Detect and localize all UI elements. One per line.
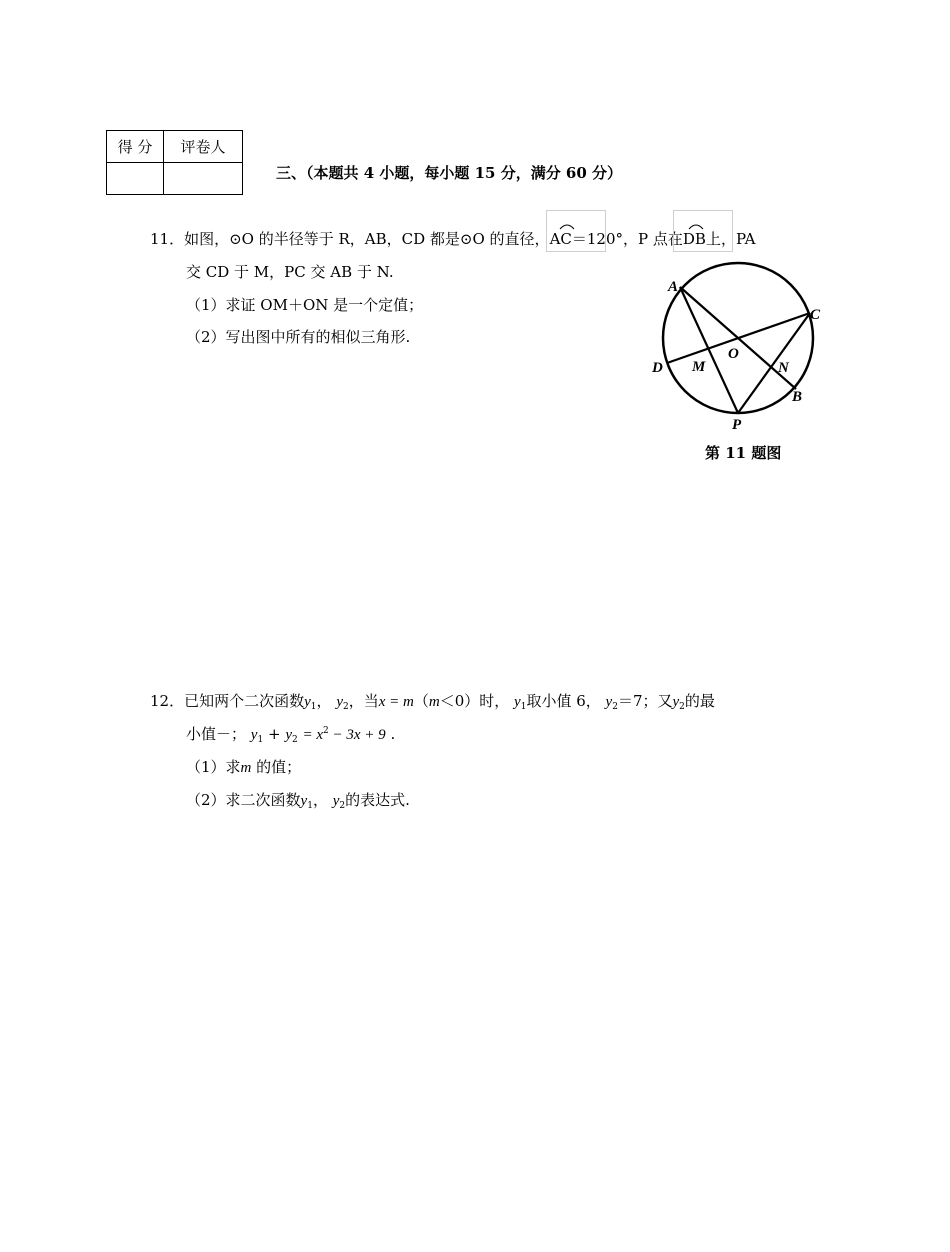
q12-part1: （1）求m 的值； (186, 758, 302, 776)
label-o: O (728, 346, 739, 362)
label-d: D (652, 360, 663, 376)
q12-number: 12． (150, 692, 185, 710)
q11-line2: 交 CD 于 M，PC 交 AB 于 N. (186, 263, 394, 281)
condition: x = m (378, 694, 414, 710)
q12-part2: （2）求二次函数$y_1$， $y_2$的表达式. (186, 791, 410, 811)
label-a: A (668, 279, 679, 295)
q11-text-b: ＝120°，P 点在 (571, 230, 683, 248)
q11-text-a: 如图，⊙O 的半径等于 R，AB，CD 都是⊙O 的直径， (184, 230, 550, 248)
circle-figure (640, 255, 840, 435)
q11-text-c: 上，PA (705, 230, 756, 248)
q12-text-a: 已知两个二次函数 (184, 692, 305, 710)
q11-part1: （1）求证 OM＋ON 是一个定值； (186, 296, 424, 314)
label-p: P (732, 417, 742, 433)
label-n: N (778, 360, 789, 376)
q11-part2: （2）写出图中所有的相似三角形. (186, 328, 411, 346)
q11-line1 (150, 228, 756, 249)
arc-mark-icon (687, 222, 705, 230)
var-y1: y (304, 694, 311, 710)
grader-header: 评卷人 (164, 131, 243, 163)
section-title: 三、（本题共 4 小题，每小题 15 分，满分 60 分） (276, 164, 623, 182)
arc-ac: AC (550, 230, 572, 248)
q11-number: 11． (150, 230, 185, 248)
var-y2: y (336, 694, 343, 710)
label-m: M (692, 359, 706, 375)
score-header: 得 分 (107, 131, 164, 163)
q12-line2: 小值－； $y_1 + y_2 = x^2 - 3x + 9$ . (186, 725, 396, 745)
equation: = x (302, 727, 324, 743)
q12-line1: 12．已知两个二次函数$y_1$， $y_2$，当x = m（m＜0）时， $y_1$取小值 6， $y_2=7$；又$y_2$的最 (150, 692, 715, 712)
score-table (106, 130, 243, 195)
label-c: C (810, 307, 821, 323)
score-cell (107, 163, 164, 195)
label-b: B (792, 389, 803, 405)
arc-db: DB (683, 230, 706, 248)
grader-cell (164, 163, 243, 195)
figure-caption: 第 11 题图 (705, 444, 782, 462)
arc-mark-icon (558, 222, 576, 230)
